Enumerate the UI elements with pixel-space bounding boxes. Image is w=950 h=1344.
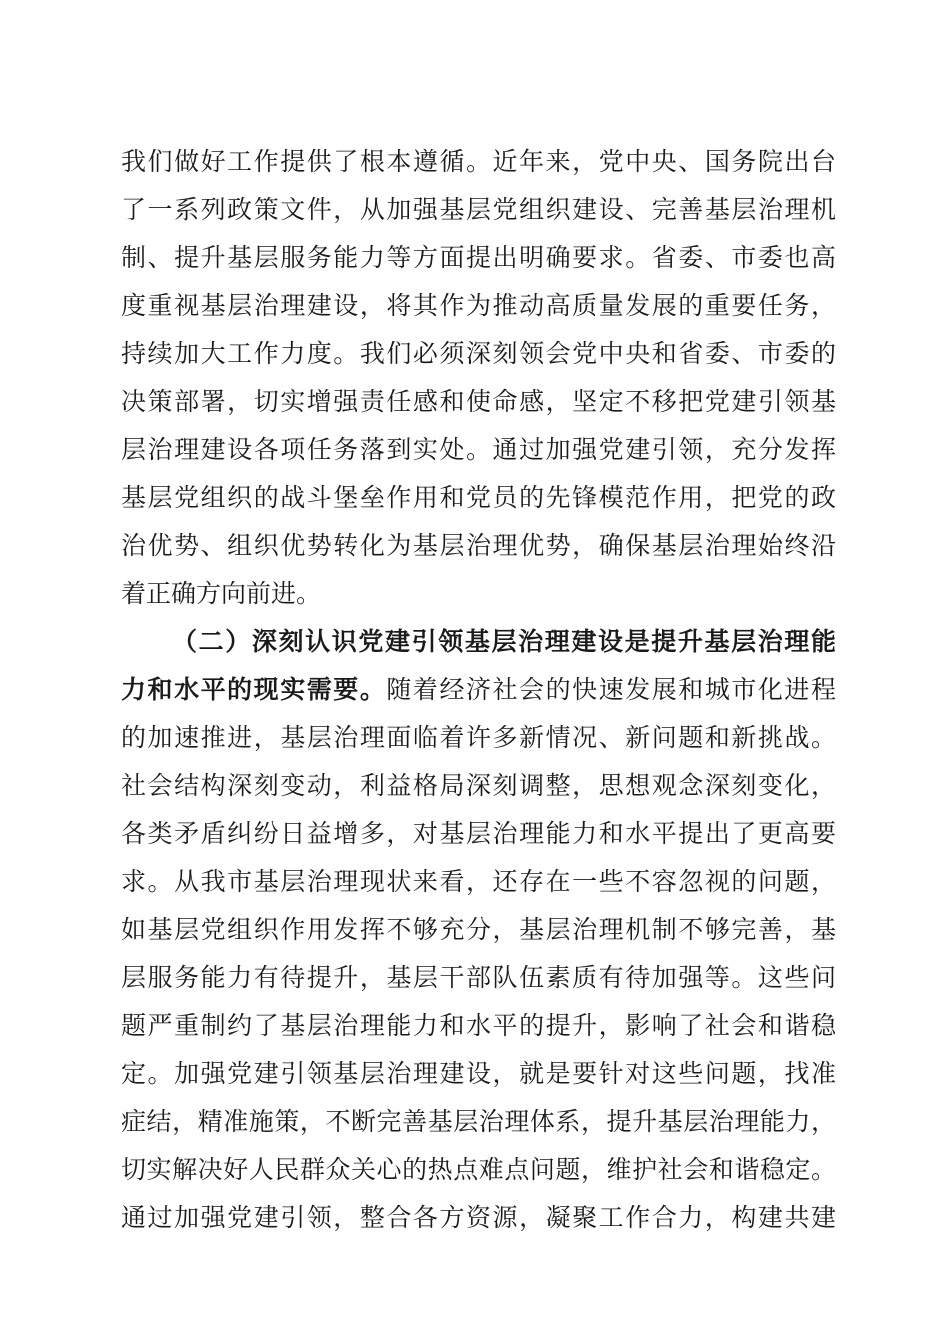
paragraph-2-line-7: 题严重制约了基层治理能力和水平的提升，影响了社会和谐稳: [121, 1011, 836, 1040]
paragraph-2-line-8: 定。加强党建引领基层治理建设，就是要针对这些问题，找准: [121, 1059, 836, 1088]
paragraph-2-line-11: 通过加强党建引领，整合各方资源，凝聚工作合力，构建共建: [121, 1203, 836, 1232]
paragraph-1-line-7: 层治理建设各项任务落到实处。通过加强党建引领，充分发挥: [121, 435, 836, 464]
paragraph-2-line-5: 如基层党组织作用发挥不够充分，基层治理机制不够完善，基: [121, 915, 836, 944]
paragraph-1-line-4: 度重视基层治理建设，将其作为推动高质量发展的重要任务，: [121, 291, 836, 320]
paragraph-2-line-2: 社会结构深刻变动，利益格局深刻调整，思想观念深刻变化，: [121, 771, 836, 800]
paragraph-2-line-1: 的加速推进，基层治理面临着许多新情况、新问题和新挑战。: [121, 723, 836, 752]
paragraph-1-line-10: 着正确方向前进。: [121, 579, 322, 608]
paragraph-1-line-1: 我们做好工作提供了根本遵循。近年来，党中央、国务院出台: [121, 147, 836, 176]
section-heading-line-2: [121, 670, 836, 710]
paragraph-2-line-3: 各类矛盾纠纷日益增多，对基层治理能力和水平提出了更高要: [121, 819, 836, 848]
section-heading-line-1: （二）深刻认识党建引领基层治理建设是提升基层治理能: [172, 627, 836, 656]
paragraph-2-line-10: 切实解决好人民群众关心的热点难点问题，维护社会和谐稳定。: [121, 1155, 836, 1184]
paragraph-1-line-5: 持续加大工作力度。我们必须深刻领会党中央和省委、市委的: [121, 339, 836, 368]
paragraph-1-line-6: 决策部署，切实增强责任感和使命感，坚定不移把党建引领基: [121, 387, 836, 416]
paragraph-1-line-9: 治优势、组织优势转化为基层治理优势，确保基层治理始终沿: [121, 531, 836, 560]
paragraph-1-line-2: 了一系列政策文件，从加强基层党组织建设、完善基层治理机: [121, 195, 836, 224]
paragraph-2-line-4: 求。从我市基层治理现状来看，还存在一些不容忽视的问题，: [121, 867, 836, 896]
paragraph-2-line-9: 症结，精准施策，不断完善基层治理体系，提升基层治理能力，: [121, 1107, 836, 1136]
paragraph-1-line-8: 基层党组织的战斗堡垒作用和党员的先锋模范作用，把党的政: [121, 483, 836, 512]
paragraph-2-line-6: 层服务能力有待提升，基层干部队伍素质有待加强等。这些问: [121, 963, 836, 992]
section-heading-bold-end: 力和水平的现实需要。: [121, 675, 387, 704]
paragraph-1-line-3: 制、提升基层服务能力等方面提出明确要求。省委、市委也高: [121, 243, 836, 272]
paragraph-2-text-start: 随着经济社会的快速发展和城市化进程: [386, 675, 836, 704]
